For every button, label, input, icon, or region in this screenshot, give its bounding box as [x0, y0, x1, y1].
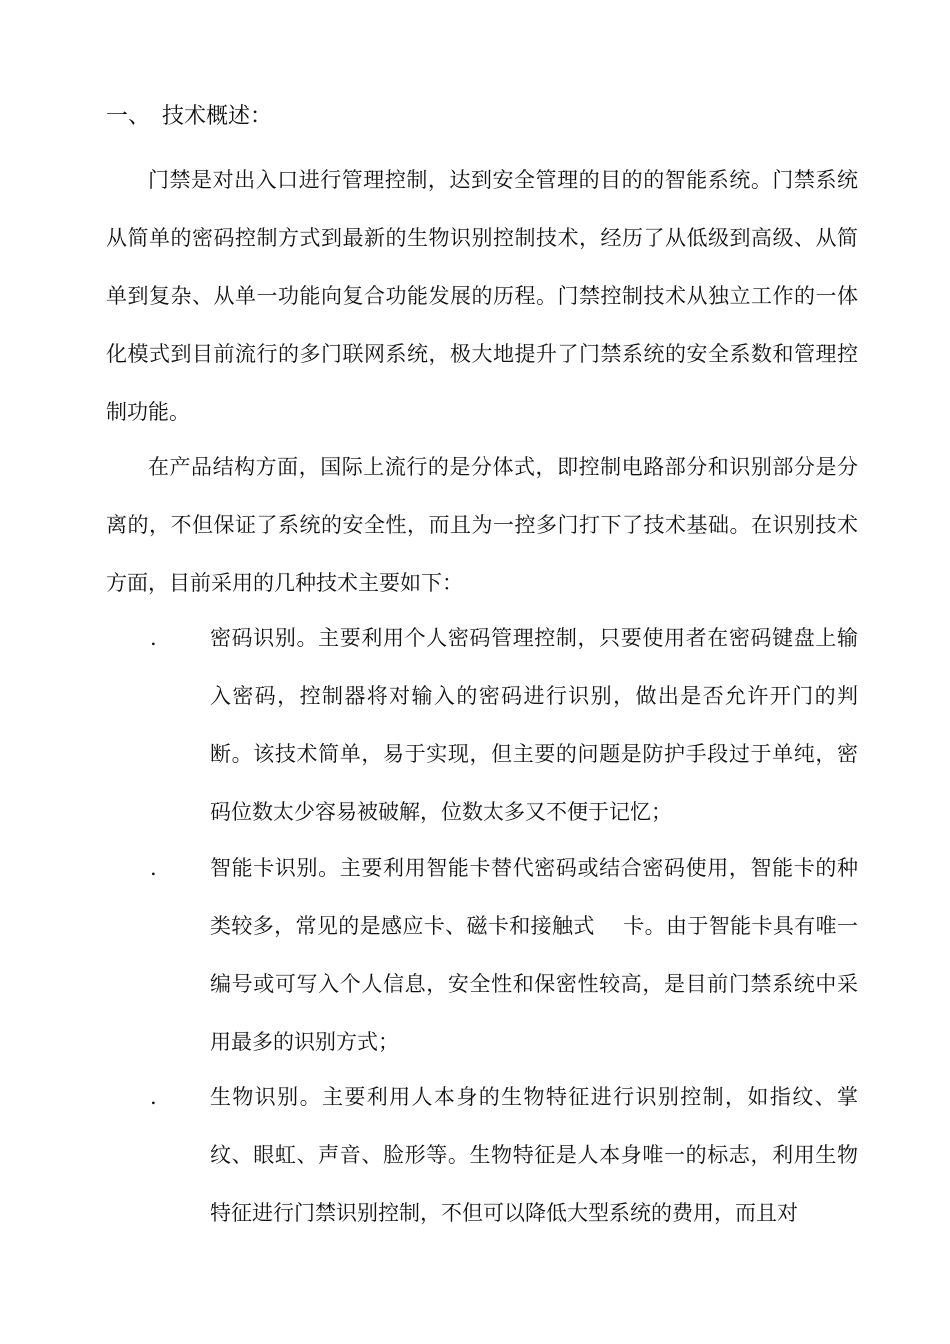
paragraph-structure: 在产品结构方面，国际上流行的是分体式，即控制电路部分和识别部分是分离的，不但保证了系统的安全性，而且为一控多门打下了技术基础。在识别技术方面，目前采用的几种技术主要如下：: [106, 455, 858, 595]
list-bullet: .: [150, 626, 157, 650]
list-bullet: .: [150, 856, 157, 880]
list-bullet: .: [150, 1085, 157, 1109]
list-item-smartcard: 智能卡识别。主要利用智能卡替代密码或结合密码使用，智能卡的种类较多，常见的是感应卡、磁卡和接触式 卡。由于智能卡具有唯一编号或可写入个人信息，安全性和保密性较高，是目前门禁系统中采用最多的识别方式；: [210, 856, 858, 1054]
list-item-biometric: 生物识别。主要利用人本身的生物特征进行识别控制，如指纹、掌纹、眼虹、声音、脸形等。生物特征是人本身唯一的标志，利用生物特征进行门禁识别控制，不但可以降低大型系统的费用，而且对: [210, 1085, 858, 1225]
paragraph-intro: 门禁是对出入口进行管理控制，达到安全管理的目的的智能系统。门禁系统从简单的密码控制方式到最新的生物识别控制技术，经历了从低级到高级、从简单到复杂、从单一功能向复合功能发展的历程。门禁控制技术从独立工作的一体化模式到目前流行的多门联网系统，极大地提升了门禁系统的安全系数和管理控制功能。: [106, 168, 858, 424]
list-item-password: 密码识别。主要利用个人密码管理控制，只要使用者在密码键盘上输入密码，控制器将对输入的密码进行识别，做出是否允许开门的判断。该技术简单，易于实现，但主要的问题是防护手段过于单纯，密码位数太少容易被破解，位数太多又不便于记忆；: [210, 626, 858, 824]
section-number: 一、: [106, 104, 151, 129]
section-title: 技术概述：: [162, 104, 273, 129]
section-heading: [106, 98, 272, 136]
